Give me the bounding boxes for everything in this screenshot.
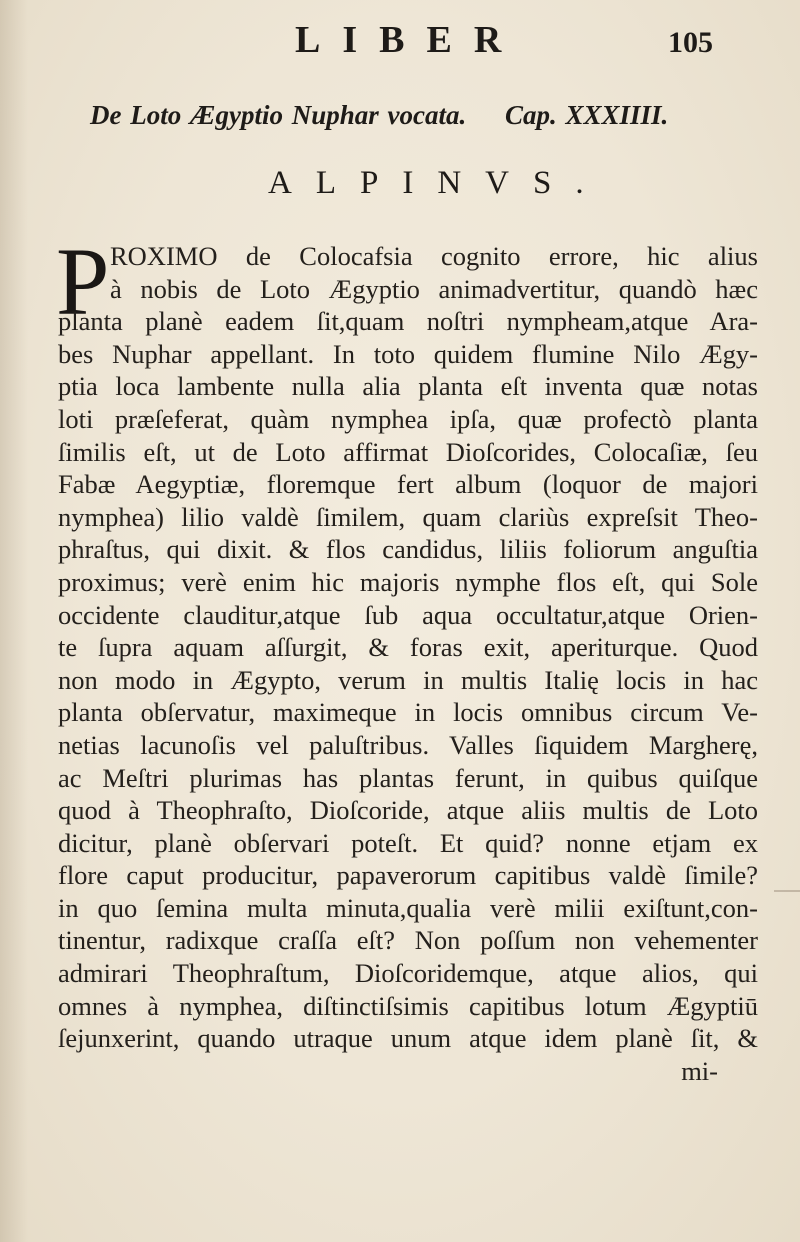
page-number: 105 [668, 26, 713, 59]
text-line: admirari Theophraſtum, Dioſcoridemque, atque alios, qui [58, 958, 758, 989]
text-line: planta planè eadem ſit,quam noſtri nympheam,atque Ara- [58, 306, 758, 337]
chapter-title: De Loto Ægyptio Nuphar vocata. [90, 100, 467, 130]
drop-cap-initial: P [56, 228, 110, 335]
text-line: proximus; verè enim hic majoris nymphe flos eſt, qui Sole [58, 566, 758, 597]
text-line: phraſtus, qui dixit. & flos candidus, liliis foliorum anguſtia [58, 534, 758, 565]
chapter-heading [90, 100, 750, 131]
text-line: planta obſervatur, maximeque in locis omnibus circum Ve- [58, 697, 758, 728]
author-heading: ALPINVS. [268, 165, 608, 201]
chapter-number: Cap. XXXIIII. [504, 100, 669, 130]
text-line: flore caput producitur, papaverorum capitibus valdè ſimile? [58, 860, 758, 891]
text-line: nymphea) lilio valdè ſimilem, quam clariùs expreſsit Theo- [58, 501, 758, 532]
text-line: ſejunxerint, quando utraque unum atque idem planè ſit, & [58, 1023, 758, 1054]
text-line: occidente clauditur,atque ſub aqua occultatur,atque Orien- [58, 599, 758, 630]
text-line: netias lacunoſis vel paluſtribus. Valles ſiquidem Margherę, [58, 729, 758, 760]
text-line: ROXIMO de Colocafsia cognito errore, hic alius [110, 241, 758, 271]
text-line: loti præſeferat, quàm nymphea ipſa, quæ profectò planta [58, 403, 758, 434]
text-line: non modo in Ægypto, verum in multis Italię locis in hac [58, 664, 758, 695]
page-edge-mark [774, 890, 800, 892]
text-line: tinentur, radixque craſſa eſt? Non poſſum non vehementer [58, 925, 758, 956]
text-line: dicitur, planè obſervari poteſt. Et quid? nonne etjam ex [58, 827, 758, 858]
text-line: Fabæ Aegyptiæ, floremque fert album (loquor de majori [58, 469, 758, 500]
text-line: te ſupra aquam aſſurgit, & foras exit, aperiturque. Quod [58, 632, 758, 663]
body-text [58, 240, 758, 1087]
running-head: LIBER [295, 19, 524, 61]
text-line: quod à Theophraſto, Dioſcoride, atque aliis multis de Loto [58, 795, 758, 826]
text-line: ſimilis eſt, ut de Loto affirmat Dioſcorides, Colocaſiæ, ſeu [58, 436, 758, 467]
catchword: mi- [681, 1055, 718, 1086]
text-line: omnes à nymphea, diſtinctiſsimis capitibus lotum Ægyptiū [58, 990, 758, 1021]
text-line: in quo ſemina multa minuta,qualia verè milii exiſtunt,con- [58, 892, 758, 923]
text-line: ptia loca lambente nulla alia planta eſt inventa quæ notas [58, 371, 758, 402]
text-line: ac Meſtri plurimas has plantas ferunt, in quibus quiſque [58, 762, 758, 793]
text-line: bes Nuphar appellant. In toto quidem flumine Nilo Ægy- [58, 338, 758, 369]
text-line: à nobis de Loto Ægyptio animadvertitur, quandò hæc [110, 273, 758, 304]
